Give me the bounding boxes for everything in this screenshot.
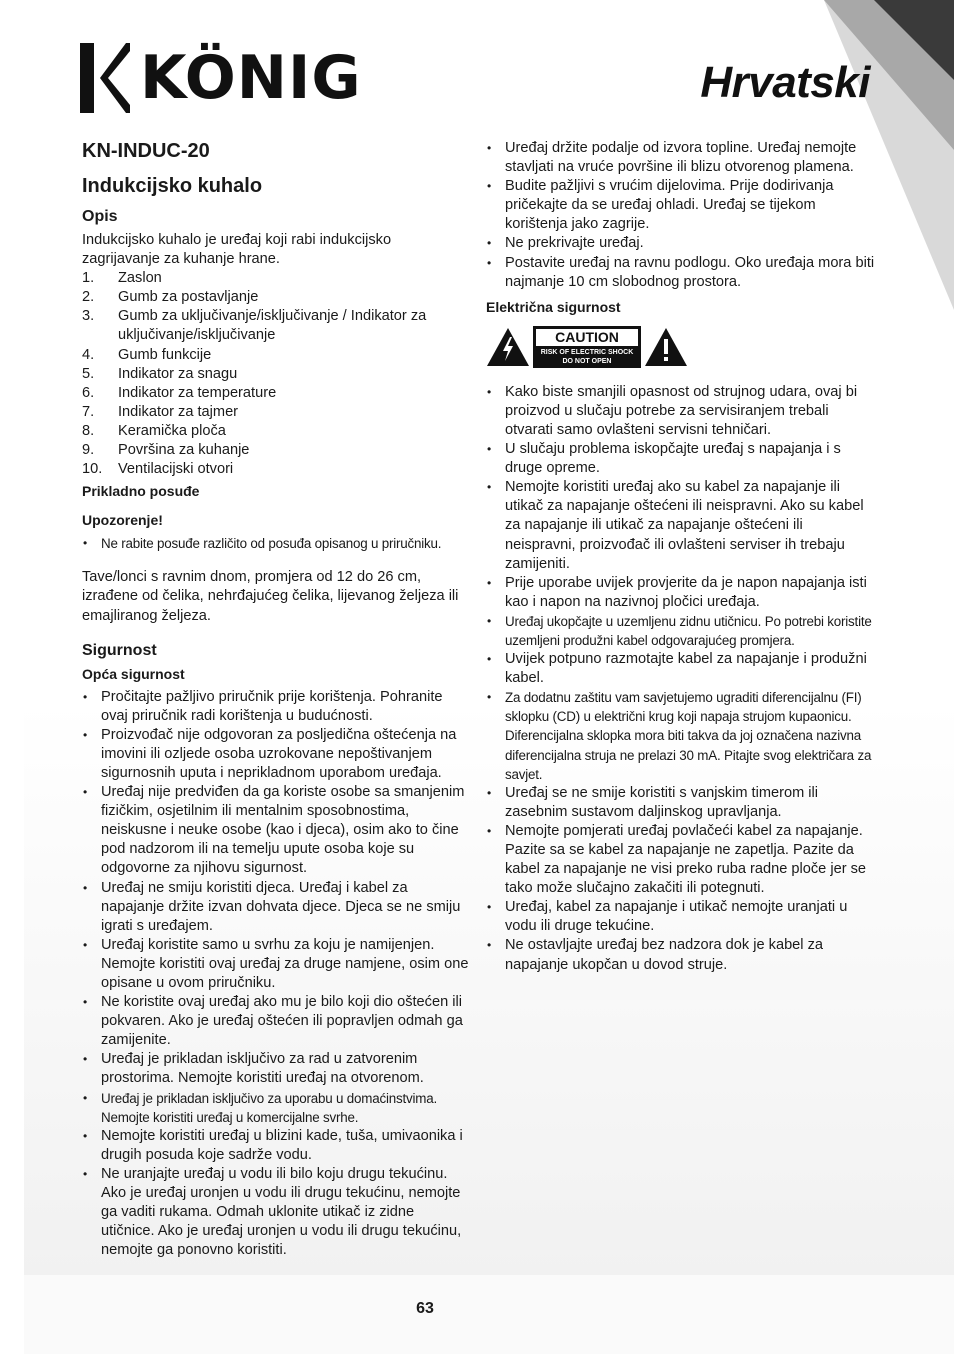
general-safety-heading: Opća sigurnost: [82, 665, 185, 682]
caution-symbols: [486, 325, 876, 369]
warning-heading: Upozorenje!: [82, 512, 163, 529]
list-item: • Uređaj ne smiju koristiti djeca. Uređaj i kabel za napajanje držite izvan dohvata djece. Djeca se ne smiju igrati s uređajem.: [82, 879, 470, 936]
list-item: • Uređaj je prikladan isključivo za uporabu u domaćinstvima. Nemojte koristiti uređaj u komercijalne svrhe.: [82, 1089, 470, 1127]
list-item: • Budite pažljivi s vrućim dijelovima. Prije dodirivanja pričekajte da se uređaj ohladi. Uređaj se tijekom korištenja jako zagrije.: [486, 177, 876, 234]
list-item: • Nemojte koristiti uređaj ako su kabel za napajanje ili utikač za napajanje oštećeni ili neispravni. Ako su kabel za napajanje ili utikač za napajanje oštećeni ili neispravni, proizvođač ili ovlašteni serviser ih trebaju zamijeniti.: [486, 478, 876, 573]
list-item: 4. Gumb funkcije: [82, 346, 212, 363]
konig-logo: [80, 42, 362, 114]
general-safety-continued-list: [486, 139, 876, 292]
konig-k-mark-icon: [80, 43, 130, 113]
list-item: • Nemojte koristiti uređaj u blizini kade, tuša, umivaonika i drugih posuda koje sadrže vodu.: [82, 1127, 470, 1165]
list-item: • Uređaj držite podalje od izvora topline. Uređaj nemojte stavljati na vruće površine ili blizu otvorenog plamena.: [486, 139, 876, 177]
list-item: • Za dodatnu zaštitu vam savjetujemo ugraditi diferencijalnu (FI) sklopku (CD) u električni krug koji napaja strujom kupaonicu. Diferencijalna sklopka mora biti takva da joj označena nazivna diferencijalna struja ne prelazi 30 mA. Pitajte svog električara za savjet.: [486, 688, 876, 783]
language-title: Hrvatski: [700, 58, 870, 107]
caution-label: CAUTION: [536, 329, 638, 346]
safety-heading: Sigurnost: [82, 641, 157, 659]
list-item: • Kako biste smanjili opasnost od strujnog udara, ovaj bi proizvod u slučaju potrebe za servisiranjem trebali otvarati samo ovlašteni servisni tehničari.: [486, 383, 876, 440]
list-item: • Uređaj ukopčajte u uzemljenu zidnu utičnicu. Po potrebi koristite uzemljeni produžni kabel odgovarajućeg promjera.: [486, 612, 876, 650]
caution-sub-label-1: RISK OF ELECTRIC SHOCK: [540, 348, 634, 356]
list-item: 9. Površina za kuhanje: [82, 442, 250, 459]
list-item: 10. Ventilacijski otvori: [82, 461, 234, 478]
list-item: 3. Gumb za uključivanje/isključivanje / Indikator za uključivanje/isključivanje: [82, 308, 427, 344]
list-item: 2. Gumb za postavljanje: [82, 289, 259, 306]
cookware-heading: Prikladno posuđe: [82, 483, 200, 500]
exclamation-warning-icon: [644, 327, 688, 367]
caution-label-box: [533, 326, 641, 368]
list-item: • Proizvođač nije odgovoran za posljedična oštećenja na imovini ili ozljede osoba uzrokovane nepoštivanjem sigurnosnih uputa i neprikladnom uporabom uređaja.: [82, 726, 470, 783]
list-item: • U slučaju problema iskopčajte uređaj s napajanja i s druge opreme.: [486, 440, 876, 478]
list-item: • Uređaj koristite samo u svrhu za koju je namijenjen. Nemojte koristiti ovaj uređaj za druge namjene, osim one opisane u ovom priručniku.: [82, 936, 470, 993]
list-item: • Nemojte pomjerati uređaj povlačeći kabel za napajanje. Pazite sa se kabel za napajanje ne zapetlja. Pazite da kabel za napajanje ne visi preko ruba radne ploče jer se tako može slučajno zakačiti ili potegnuti.: [486, 822, 876, 898]
right-column: [486, 139, 876, 975]
general-safety-list: [82, 688, 470, 1261]
list-item: • Ne ostavljajte uređaj bez nadzora dok je kabel za napajanje ukopčan u dovod struje.: [486, 936, 876, 974]
cookware-text: Tave/lonci s ravnim dnom, promjera od 12 do 26 cm, izrađene od čelika, nehrđajućeg čelika, lijevanog željeza ili emajliranog željeza.: [82, 569, 459, 624]
list-item: • Ne prekrivajte uređaj.: [486, 234, 876, 253]
electric-shock-warning-icon: [486, 327, 530, 367]
list-item: • Ne rabite posuđe različito od posuđa opisanog u priručniku.: [82, 534, 470, 553]
list-item: • Ne koristite ovaj uređaj ako mu je bilo koji dio oštećen ili pokvaren. Ako je uređaj oštećen ili popravljen odmah ga zamijenite.: [82, 993, 470, 1050]
list-item: • Uređaj, kabel za napajanje i utikač nemojte uranjati u vodu ili druge tekućine.: [486, 898, 876, 936]
model-number: KN-INDUC-20: [82, 140, 210, 162]
electrical-safety-heading: Električna sigurnost: [486, 298, 621, 315]
list-item: 6. Indikator za temperature: [82, 384, 277, 401]
warning-list: [82, 534, 470, 553]
list-item: 5. Indikator za snagu: [82, 365, 238, 382]
list-item: 1. Zaslon: [82, 270, 162, 287]
list-item: • Uvijek potpuno razmotajte kabel za napajanje i produžni kabel.: [486, 650, 876, 688]
list-item: • Uređaj se ne smije koristiti s vanjskim timerom ili zasebnim sustavom daljinskog upravljanja.: [486, 784, 876, 822]
opis-heading: Opis: [82, 208, 118, 225]
list-item: 8. Keramička ploča: [82, 422, 226, 439]
caution-sub-label-2: DO NOT OPEN: [562, 357, 612, 365]
list-item: • Prije uporabe uvijek provjerite da je napon napajanja isti kao i napon na nazivnoj pločici uređaja.: [486, 574, 876, 612]
list-item: 7. Indikator za tajmer: [82, 403, 239, 420]
electrical-safety-list: [486, 383, 876, 975]
brand-wordmark: KÖNIG: [140, 43, 362, 113]
list-item: • Ne uranjajte uređaj u vodu ili bilo koju drugu tekućinu. Ako je uređaj uronjen u vodu ili drugu tekućinu, nemojte ga vaditi rukama. Odmah uklonite utikač iz zidne utičnice. Ako je uređaj uronjen u vodu ili drugu tekućinu, nemojte ga ponovno koristiti.: [82, 1165, 470, 1260]
page-number: 63: [416, 1300, 434, 1317]
list-item: • Uređaj je prikladan isključivo za rad u zatvorenim prostorima. Nemojte koristiti uređaj na otvorenom.: [82, 1050, 470, 1088]
list-item: • Uređaj nije predviđen da ga koriste osobe sa smanjenim fizičkim, osjetilnim ili mentalnim sposobnostima, neiskusne i neuke osobe (kao i djeca), osim ako to čine pod nadzorom ili na temelju upute osoba koje su odgovorne za njihovu sigurnost.: [82, 783, 470, 878]
opis-text: Indukcijsko kuhalo je uređaj koji rabi indukcijsko zagrijavanje za kuhanje hrane.: [82, 232, 392, 268]
left-column: [82, 138, 470, 1260]
list-item: • Postavite uređaj na ravnu podlogu. Oko uređaja mora biti najmanje 10 cm slobodnog prostora.: [486, 254, 876, 292]
product-title: Indukcijsko kuhalo: [82, 175, 263, 197]
parts-list: [82, 269, 470, 479]
list-item: • Pročitajte pažljivo priručnik prije korištenja. Pohranite ovaj priručnik radi korištenja u budućnosti.: [82, 688, 470, 726]
